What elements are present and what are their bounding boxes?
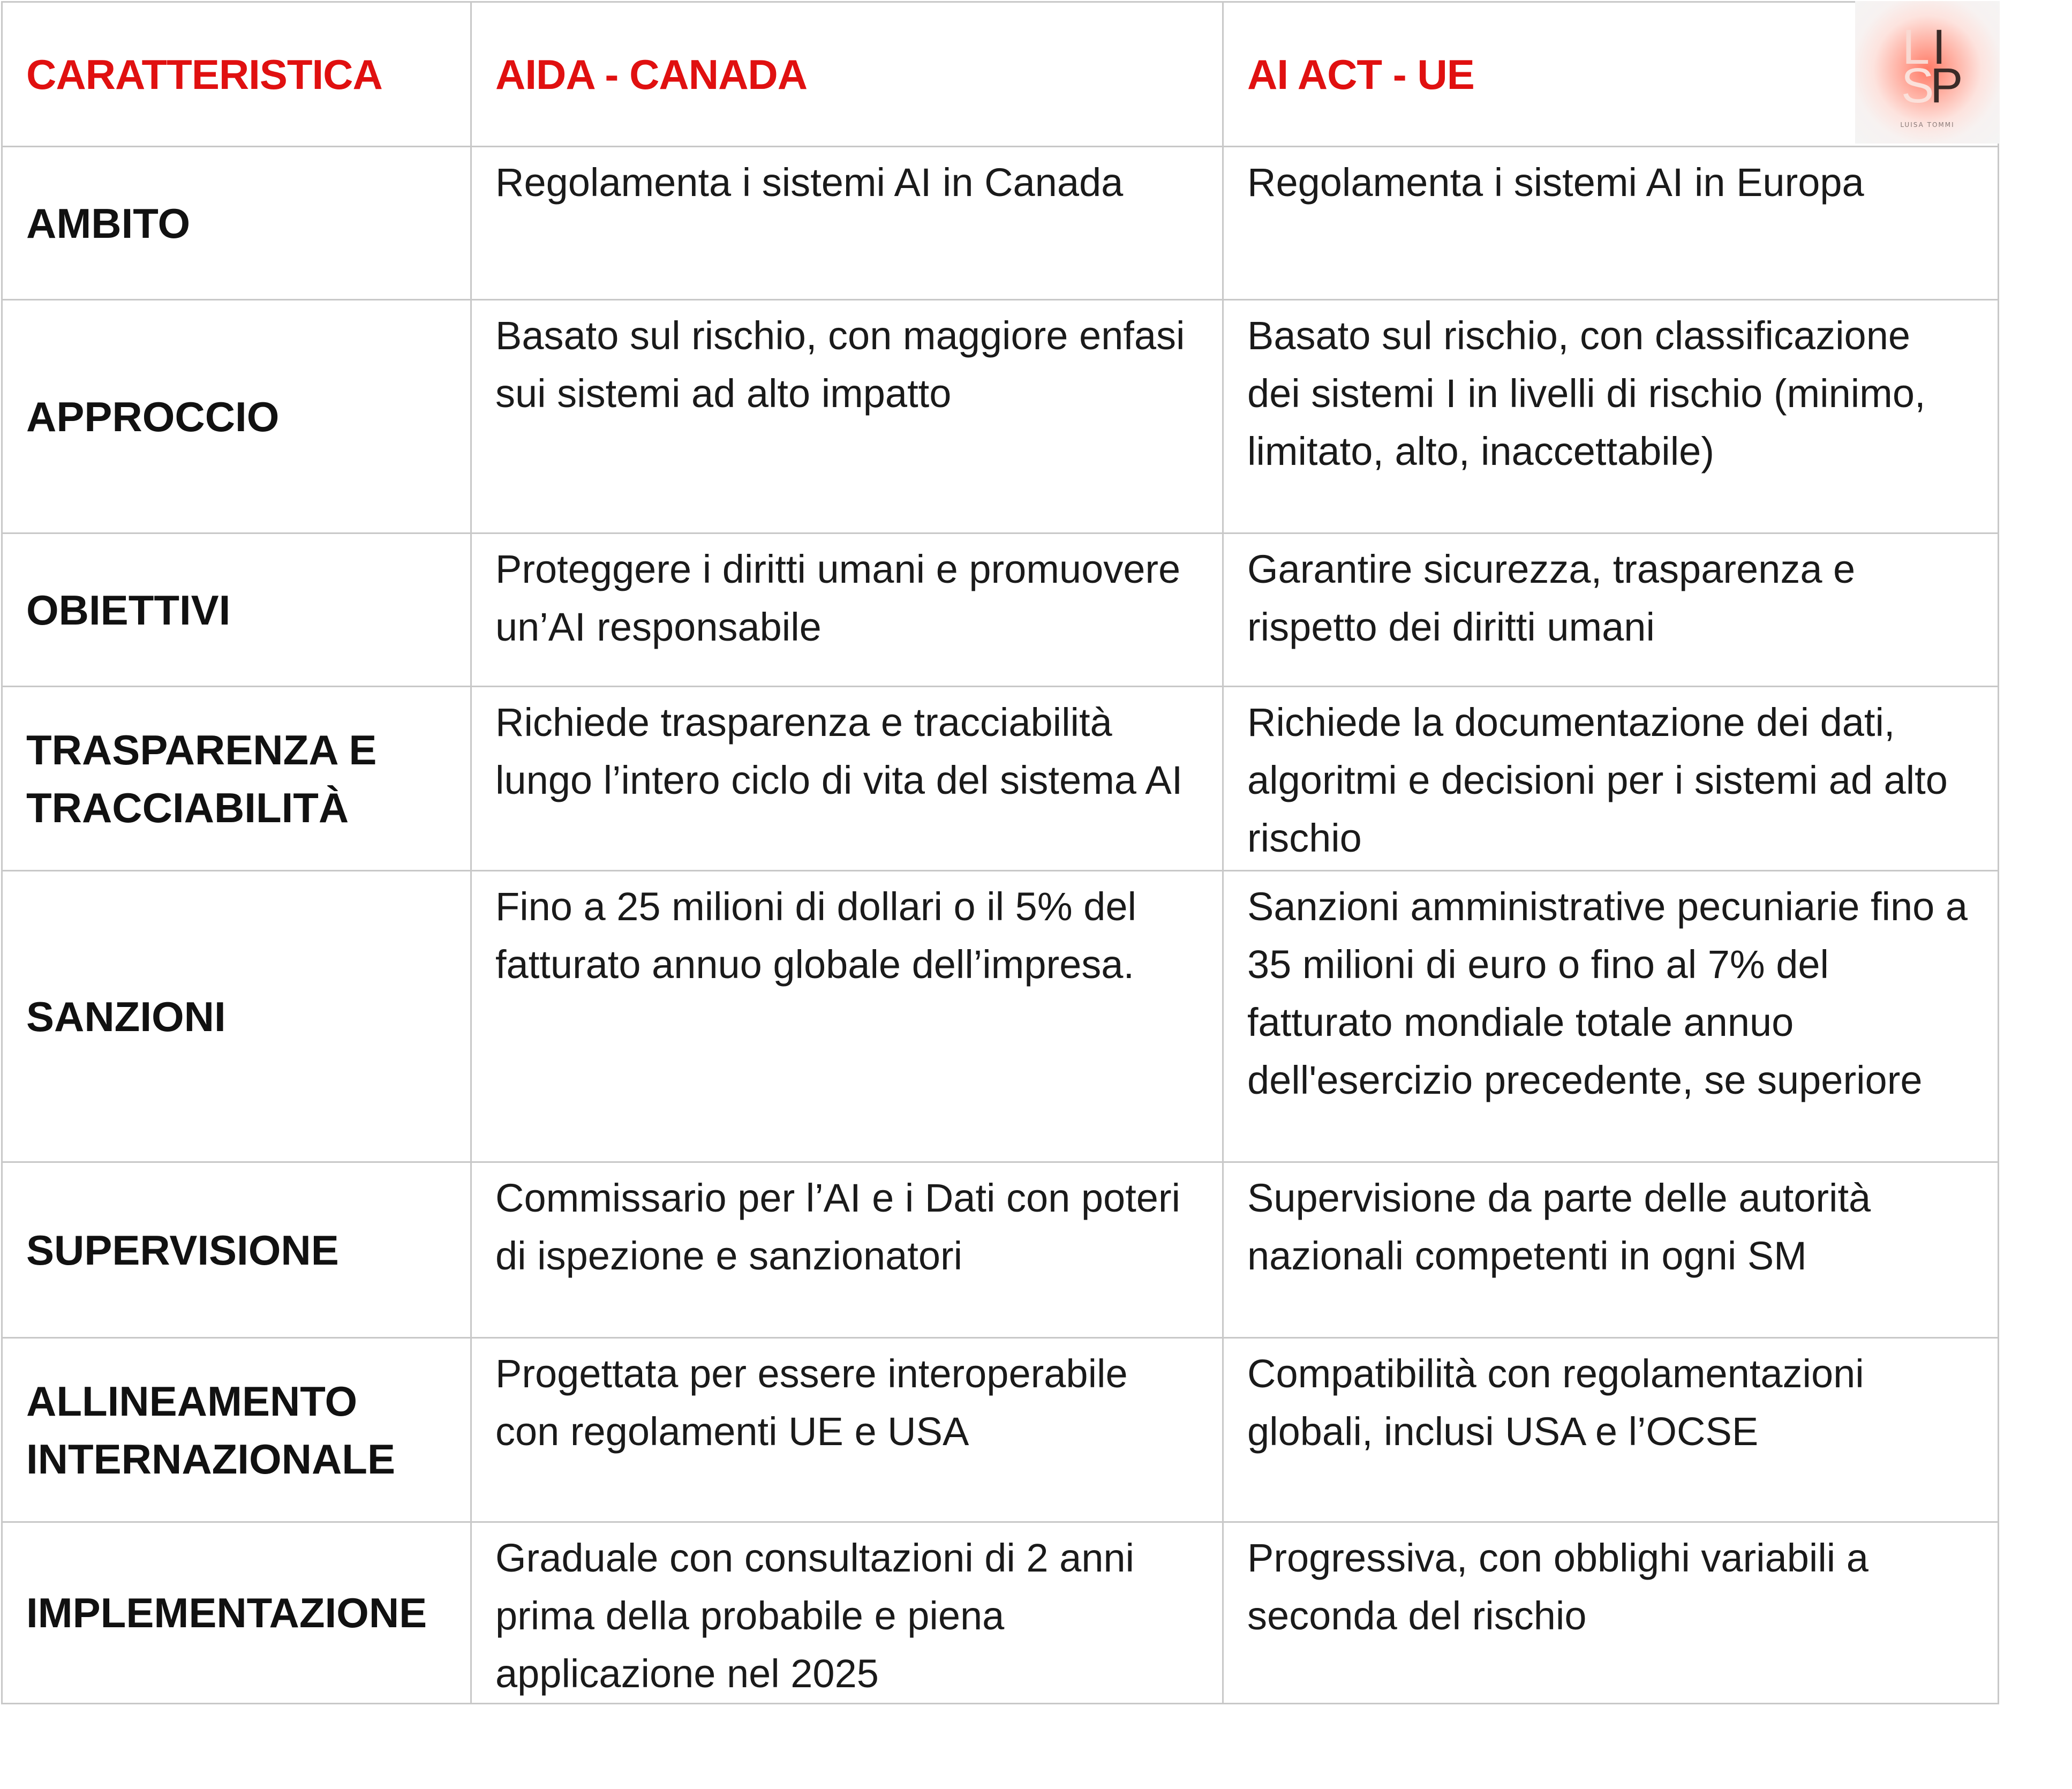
aida-cell: Richiede trasparenza e tracciabilità lungo l’intero ciclo di vita del sistema AI [471, 687, 1223, 871]
feature-cell [2, 1522, 471, 1704]
feature-cell [2, 871, 471, 1162]
aiact-cell: Basato sul rischio, con classificazione dei sistemi I in livelli di rischio (minimo, limitato, alto, inaccettabile) [1223, 300, 1999, 533]
feature-label: TRASPARENZA E [26, 726, 377, 773]
logo-tagline: LUISA TOMMI [1900, 121, 1955, 129]
feature-label: AMBITO [26, 199, 191, 247]
table-row [2, 533, 1999, 687]
feature-label: INTERNAZIONALE [26, 1435, 395, 1483]
aiact-cell: Progressiva, con obblighi variabili a seconda del rischio [1223, 1522, 1999, 1704]
feature-label: OBIETTIVI [26, 586, 231, 634]
feature-cell [2, 1162, 471, 1338]
header-row [2, 2, 1999, 147]
aida-cell: Commissario per l’AI e i Dati con poteri di ispezione e sanzionatori [471, 1162, 1223, 1338]
feature-cell [2, 533, 471, 687]
table-row [2, 1522, 1999, 1704]
feature-label: TRACCIABILITÀ [26, 784, 349, 831]
lisp-logo [1855, 1, 2000, 144]
aida-cell: Proteggere i diritti umani e promuovere un’AI responsabile [471, 533, 1223, 687]
feature-cell [2, 687, 471, 871]
feature-cell [2, 1338, 471, 1522]
aida-cell: Graduale con consultazioni di 2 anni prima della probabile e piena applicazione nel 2025 [471, 1522, 1223, 1704]
aiact-cell: Supervisione da parte delle autorità nazionali competenti in ogni SM [1223, 1162, 1999, 1338]
feature-label: SANZIONI [26, 993, 226, 1040]
logo-letter: S [1901, 58, 1934, 113]
header-aida-canada: AIDA - CANADA [471, 2, 1223, 147]
aiact-cell: Compatibilità con regolamentazioni globali, inclusi USA e l’OCSE [1223, 1338, 1999, 1522]
table-row [2, 1162, 1999, 1338]
logo-letter: P [1930, 58, 1963, 113]
aiact-cell: Regolamenta i sistemi AI in Europa [1223, 147, 1999, 300]
feature-label: SUPERVISIONE [26, 1226, 339, 1274]
table-row [2, 871, 1999, 1162]
table-row [2, 147, 1999, 300]
header-feature: CARATTERISTICA [2, 2, 471, 147]
feature-cell [2, 300, 471, 533]
logo-letter: I [1932, 20, 1946, 74]
feature-cell [2, 147, 471, 300]
aiact-cell: Sanzioni amministrative pecuniarie fino a 35 milioni di euro o fino al 7% del fatturato mondiale totale annuo dell'esercizio precedente, se superiore [1223, 871, 1999, 1162]
aida-cell: Progettata per essere interoperabile con regolamenti UE e USA [471, 1338, 1223, 1522]
aiact-cell: Garantire sicurezza, trasparenza e rispetto dei diritti umani [1223, 533, 1999, 687]
feature-label: APPROCCIO [26, 393, 280, 440]
header-ai-act-ue: AI ACT - UE [1223, 2, 1999, 147]
feature-label: ALLINEAMENTO [26, 1377, 358, 1425]
aiact-cell: Richiede la documentazione dei dati, algoritmi e decisioni per i sistemi ad alto rischio [1223, 687, 1999, 871]
table-row [2, 1338, 1999, 1522]
feature-label: IMPLEMENTAZIONE [26, 1589, 427, 1636]
logo-letter: L [1902, 20, 1930, 74]
aida-cell: Regolamenta i sistemi AI in Canada [471, 147, 1223, 300]
aida-cell: Fino a 25 milioni di dollari o il 5% del fatturato annuo globale dell’impresa. [471, 871, 1223, 1162]
table-row [2, 300, 1999, 533]
table-row [2, 687, 1999, 871]
aida-cell: Basato sul rischio, con maggiore enfasi sui sistemi ad alto impatto [471, 300, 1223, 533]
comparison-table [1, 1, 1999, 1704]
